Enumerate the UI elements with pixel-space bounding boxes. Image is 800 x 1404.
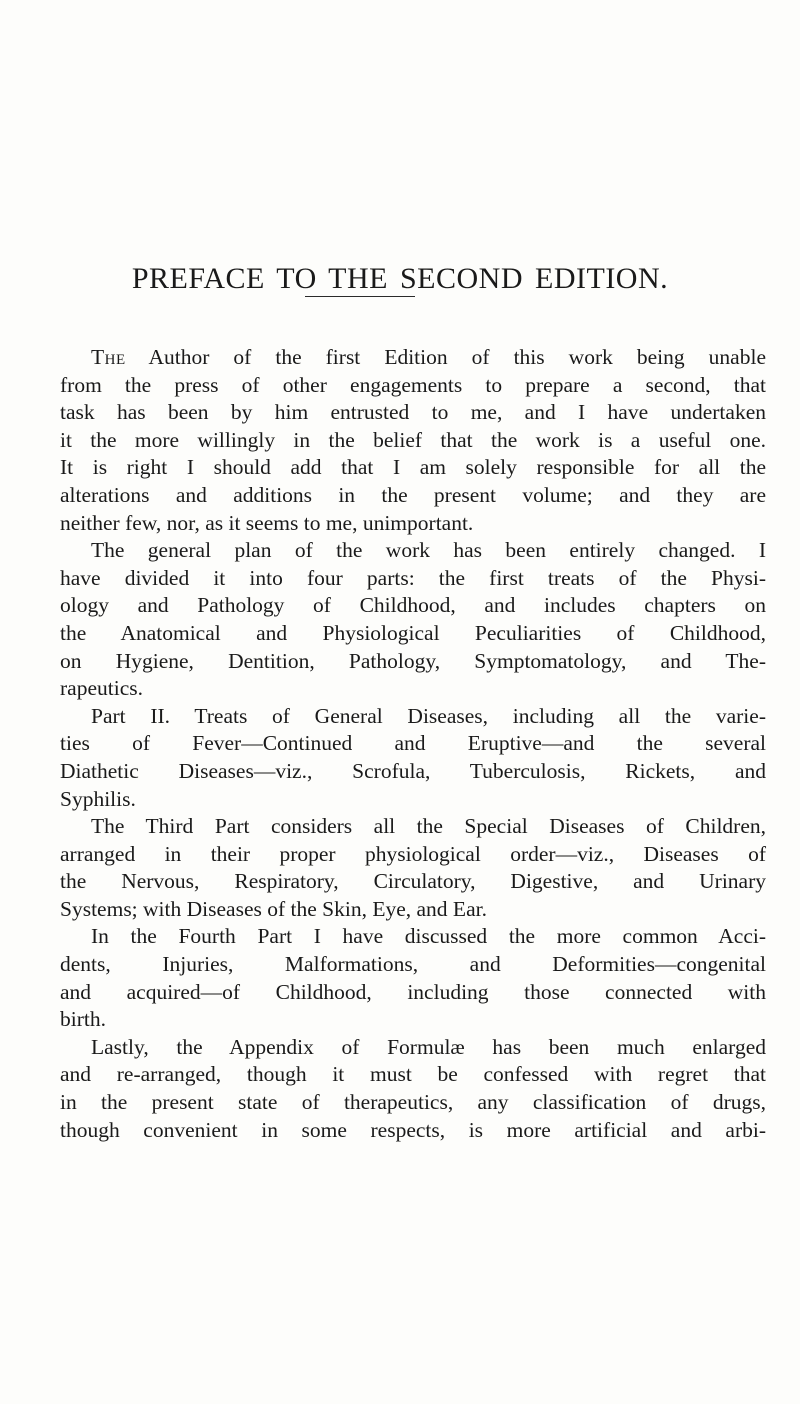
- text-line: and acquired—of Childhood, including those connected with: [60, 979, 766, 1004]
- text-line: ties of Fever—Continued and Eruptive—and the several: [60, 731, 766, 756]
- text-line: birth.: [60, 1007, 106, 1032]
- text-line: though convenient in some respects, is more artificial and arbi-: [60, 1117, 766, 1142]
- text-line: Syphilis.: [60, 786, 136, 811]
- text-line: rapeutics.: [60, 676, 143, 701]
- text-line: the Nervous, Respiratory, Circulatory, Digestive, and Urinary: [60, 869, 766, 894]
- text-line: task has been by him entrusted to me, and I have undertaken: [60, 400, 766, 425]
- text-line: It is right I should add that I am solely responsible for all the: [60, 455, 766, 480]
- text-line: Lastly, the Appendix of Formulæ has been much enlarged: [91, 1034, 766, 1059]
- opening-word: The: [91, 345, 126, 369]
- text-line: and re-arranged, though it must be confessed with regret that: [60, 1062, 766, 1087]
- text-line: arranged in their proper physiological order—viz., Diseases of: [60, 841, 766, 866]
- text-line: Systems; with Diseases of the Skin, Eye, and Ear.: [60, 896, 487, 921]
- title-rule: [305, 296, 415, 297]
- text-line: the Anatomical and Physiological Peculiarities of Childhood,: [60, 620, 766, 645]
- text-line: In the Fourth Part I have discussed the more common Acci-: [91, 924, 766, 949]
- page-title: PREFACE TO THE SECOND EDITION.: [131, 262, 669, 295]
- text-line: have divided it into four parts: the first treats of the Physi-: [60, 565, 766, 590]
- text-line: The general plan of the work has been entirely changed. I: [91, 538, 766, 563]
- text-line: ology and Pathology of Childhood, and includes chapters on: [60, 593, 766, 618]
- text-line: it the more willingly in the belief that the work is a useful one.: [60, 427, 766, 452]
- text-line: in the present state of therapeutics, any classification of drugs,: [60, 1090, 766, 1115]
- text-line: dents, Injuries, Malformations, and Deformities—congenital: [60, 952, 766, 977]
- text-line: alterations and additions in the present volume; and they are: [60, 482, 766, 507]
- text-line: on Hygiene, Dentition, Pathology, Symptomatology, and The-: [60, 648, 766, 673]
- text-line: neither few, nor, as it seems to me, unimportant.: [60, 510, 474, 535]
- text-line: The Third Part considers all the Special Diseases of Children,: [91, 814, 766, 839]
- text-line: from the press of other engagements to prepare a second, that: [60, 372, 766, 397]
- preface-body: [60, 344, 766, 1144]
- text-line: The Author of the first Edition of this work being unable: [91, 345, 766, 369]
- text-line: Part II. Treats of General Diseases, including all the varie-: [91, 703, 766, 728]
- text-line: Diathetic Diseases—viz., Scrofula, Tuberculosis, Rickets, and: [60, 758, 766, 783]
